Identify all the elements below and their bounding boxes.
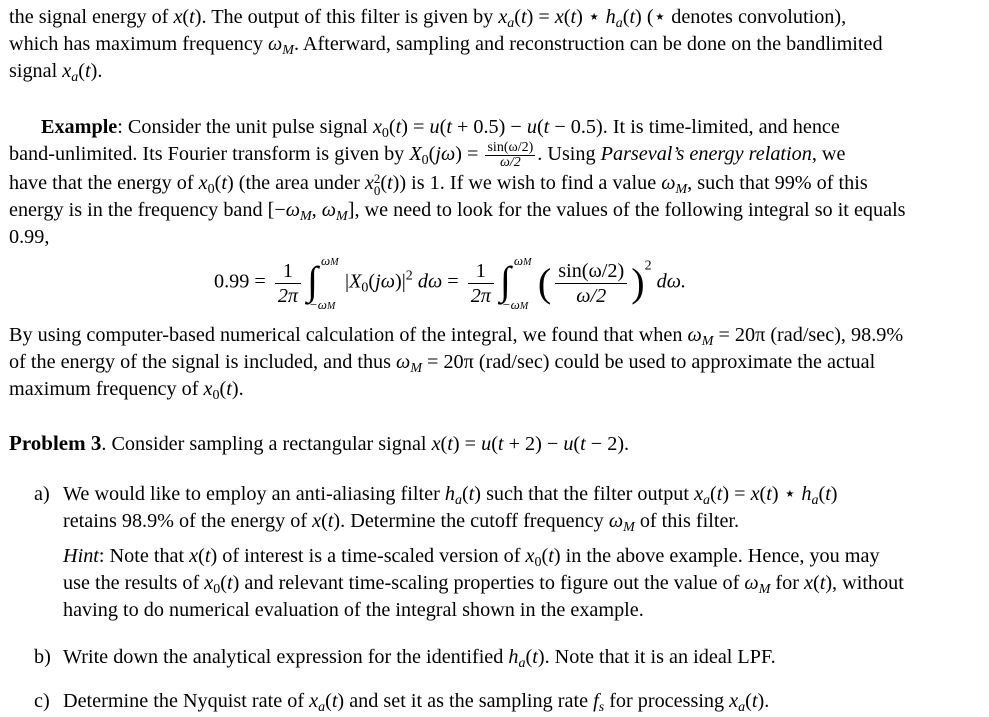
problem-label: Problem 3 (9, 431, 102, 455)
example-label: Example (41, 116, 118, 138)
intro-paragraph: the signal energy of x(t). The output of this filter is given by $x_a(t) = x(t)$ ⋆ $h_a(t)$ (⋆ denotes convolution), which has maximum frequency $\omega_M$. Afterward, sampling and reconstruction can be done on the bandlimited signal $x_a(t)$. (9, 6, 883, 85)
numerical-result-paragraph: By using computer-based numerical calculation of the integral, we found that when $\omega_M = 20\pi$ (rad/sec), 98.9% of the energy of the signal is included, and thus $\omega_M = 20\pi$ (rad/sec) could be used to approximate the actual maximum frequency of $x_0(t)$. (9, 324, 904, 403)
integral-sign: ∫ ωM −ωM (307, 253, 339, 312)
hint-label: Hint (63, 545, 99, 567)
example-paragraph: Example: Consider the unit pulse signal $x_0(t) = u(t + 0.5) - u(t - 0.5)$. It is time-limited, and hence band-unlimited. Its Fourier transform is given by $X_0(j\omega)$ = $\frac{\sin(\omega/2)}{\omega/2}$ . Using Parseval’s energy relation, we have that the energy of $x_0(t)$ (the area under x 2 0 (t)) is 1. If we wish to find a value $\omega_M$, such that 99% of this energy is in the frequency band [$-\omega_M$, $\omega_M$], we need to look for the values of the following integral so it equals 0.99, (9, 116, 906, 248)
integral-sign-2: ∫ ωM −ωM (499, 253, 532, 312)
item-b-label: b) (34, 646, 51, 668)
item-c-label: c) (34, 690, 50, 712)
list-item-b: b) Write down the analytical expression for the identified $h_a(t)$. Note that it is an ideal LPF. (34, 646, 776, 671)
energy-integral-equation: 0.99 = $\frac{1}{2\pi}$ ∫ ωM −ωM $|X_0(j\omega)|^2$ dω = $\frac{1}{2\pi}$ ∫ ωM −ωM ( $\frac{\sin(\omega/2)}{\omega/2}$ )$^2$ dω. (214, 253, 687, 312)
problem-3-statement: Problem 3. Consider sampling a rectangular signal x(t) = u(t + 2) − u(t − 2). (9, 431, 630, 455)
list-item-a: a) We would like to employ an anti-aliasing filter $h_a(t)$ such that the filter output $x_a(t) = x(t)$ ⋆ $h_a(t)$ retains 98.9% of the energy of x(t). Determine the cutoff frequency $\omega_M$ of this filter. (34, 483, 838, 535)
hint-block: Hint: Note that x(t) of interest is a time-scaled version of $x_0(t)$ in the above example. Hence, you may use the results of $x_0(t)$ and relevant time-scaling properties to figure out the value of $\omega_M$ for x(t), without having to do numerical evaluation of the integral shown in the example. (63, 545, 904, 621)
item-a-label: a) (34, 483, 50, 505)
fourier-fraction: $\frac{\sin(\omega/2)}{\omega/2}$ (487, 140, 534, 170)
list-item-c: c) Determine the Nyquist rate of $x_a(t)$ and set it as the sampling rate $f_s$ for processing $x_a(t)$. (34, 690, 770, 715)
